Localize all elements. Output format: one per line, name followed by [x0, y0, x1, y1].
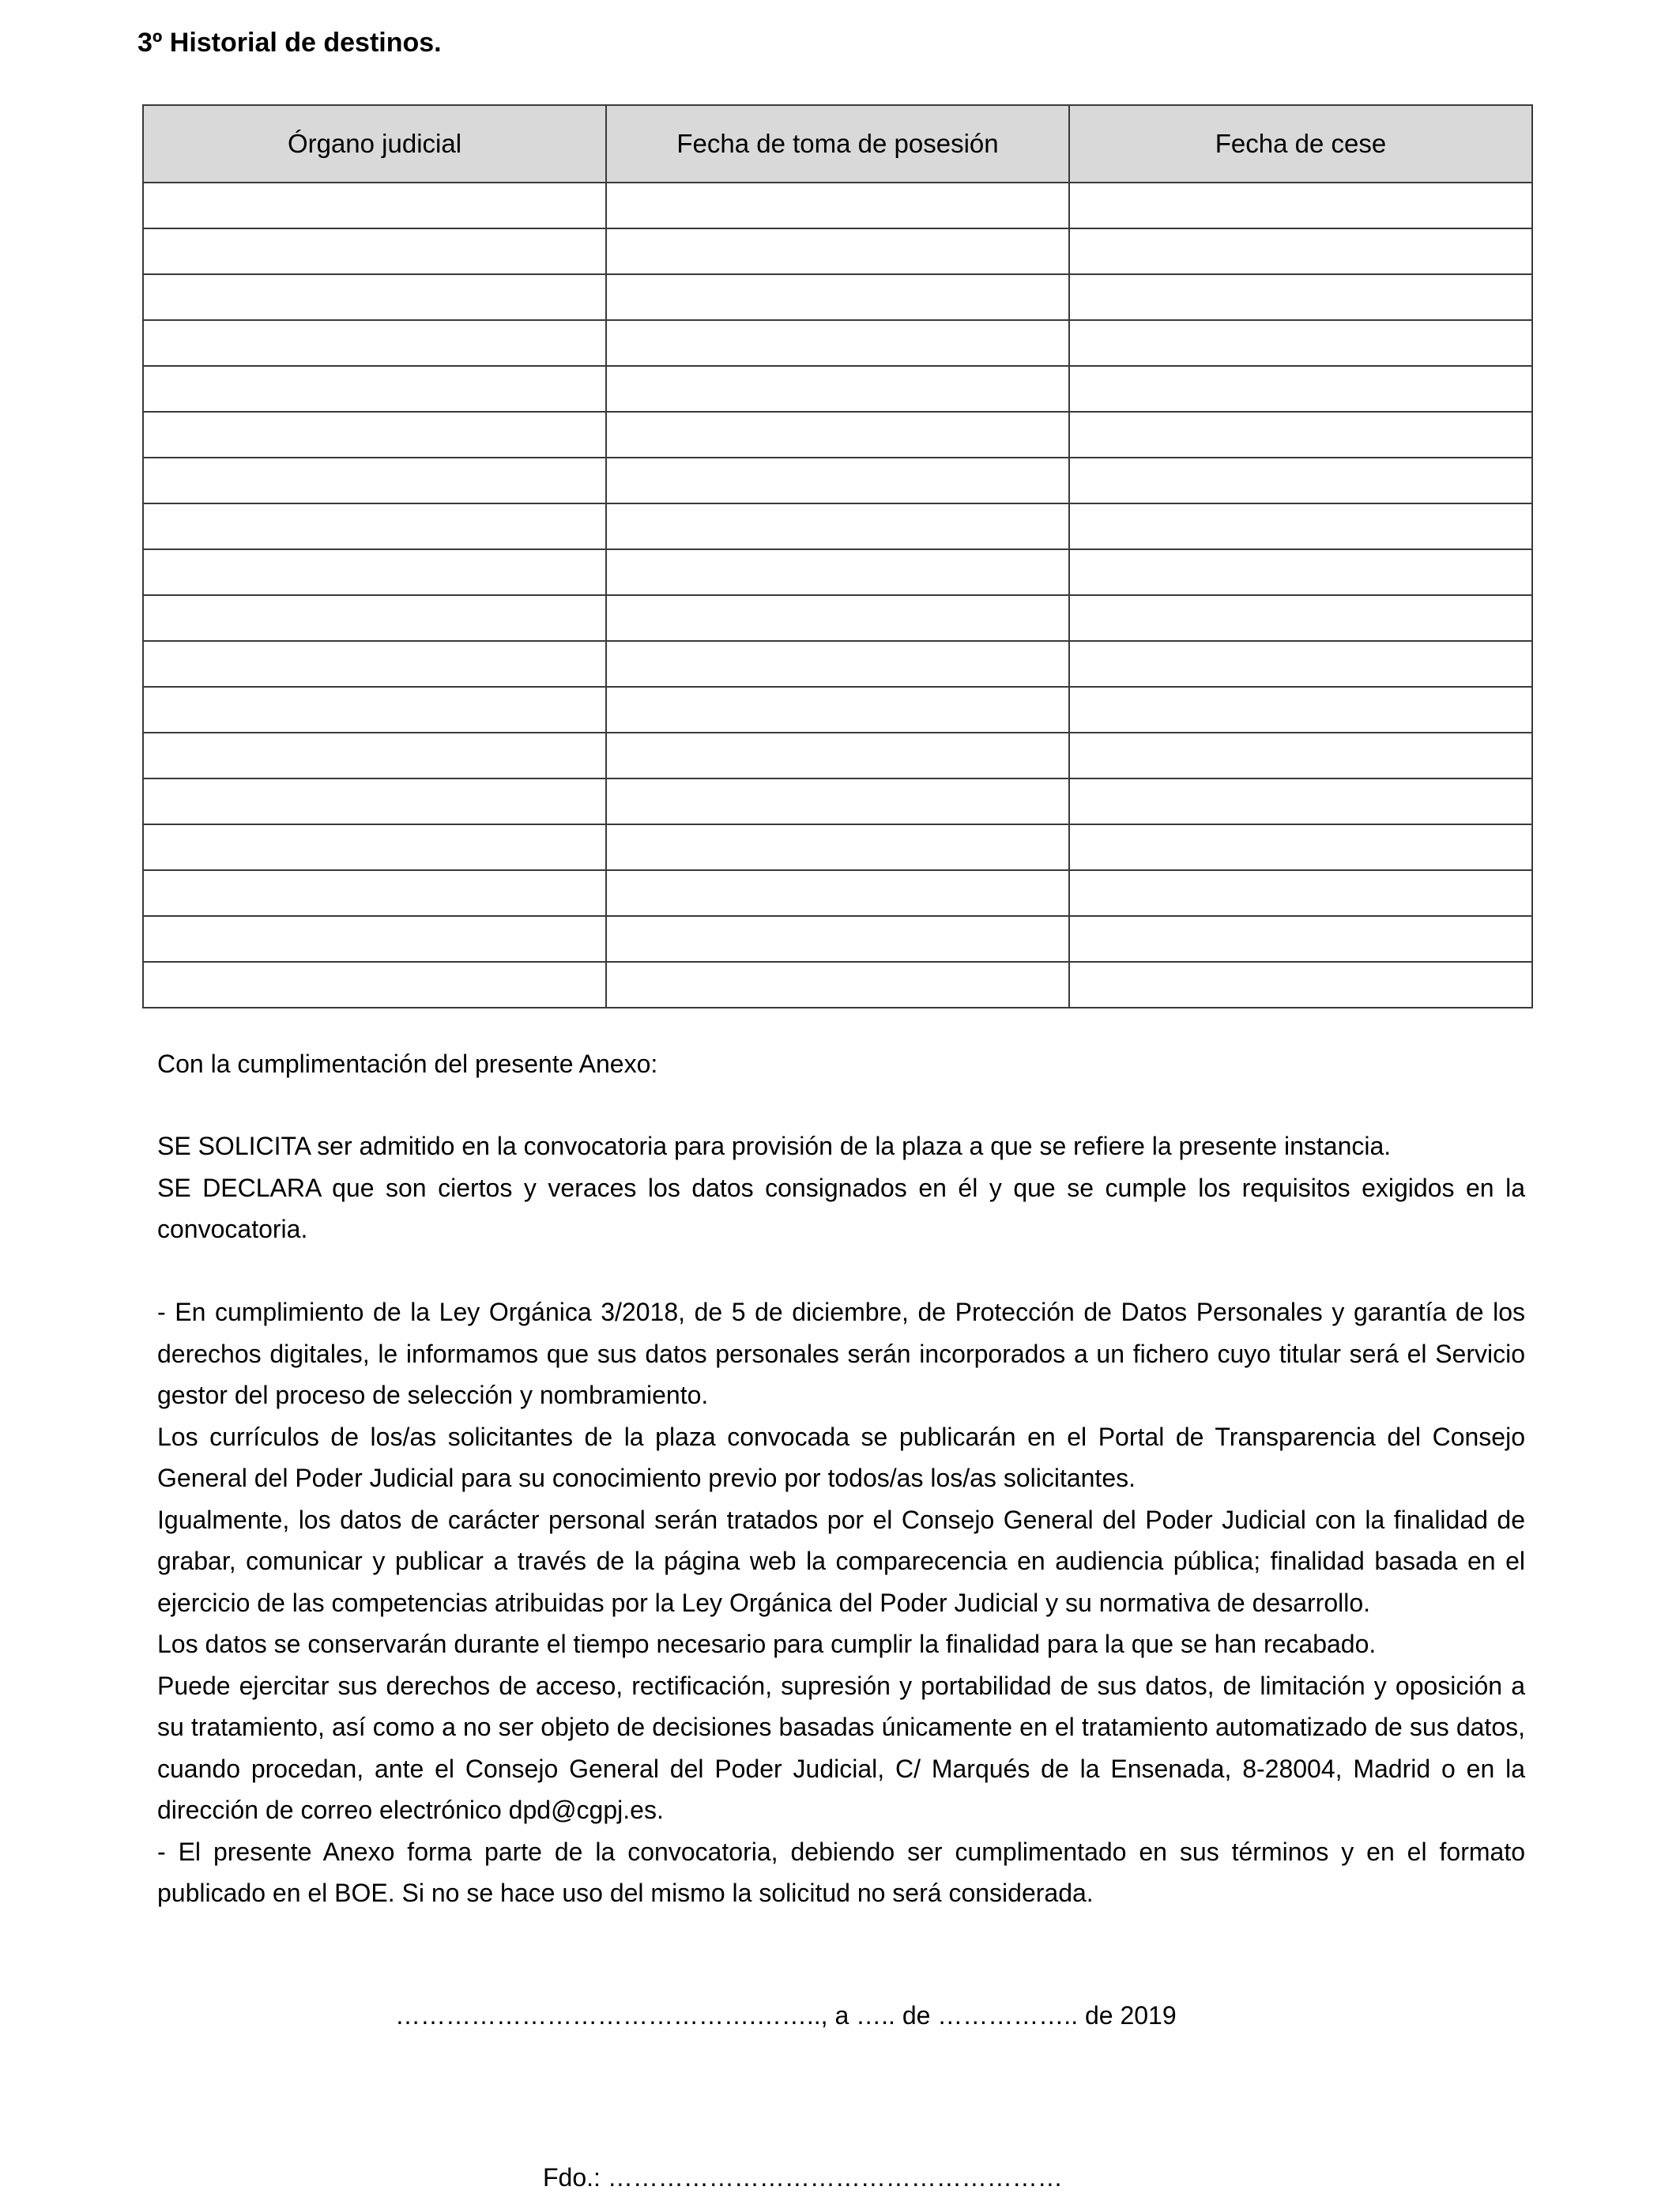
organo-judicial-cell[interactable]: [143, 366, 606, 412]
fecha-toma-posesion-cell[interactable]: [606, 778, 1069, 824]
fecha-toma-posesion-cell[interactable]: [606, 641, 1069, 687]
table-row: [143, 458, 1532, 503]
fecha-cese-cell[interactable]: [1069, 412, 1532, 458]
intro-text: Con la cumplimentación del presente Anexo:: [157, 1050, 658, 1078]
fecha-toma-posesion-cell[interactable]: [606, 549, 1069, 595]
fecha-toma-posesion-cell[interactable]: [606, 687, 1069, 733]
fecha-cese-cell[interactable]: [1069, 641, 1532, 687]
fecha-cese-cell[interactable]: [1069, 503, 1532, 549]
fecha-toma-posesion-cell[interactable]: [606, 228, 1069, 274]
table-header-row: [143, 105, 1532, 183]
table-row: [143, 687, 1532, 733]
fecha-cese-cell[interactable]: [1069, 366, 1532, 412]
organo-judicial-cell[interactable]: [143, 962, 606, 1008]
fecha-toma-posesion-cell[interactable]: [606, 824, 1069, 870]
table-row: [143, 503, 1532, 549]
organo-judicial-cell[interactable]: [143, 458, 606, 503]
table-row: [143, 733, 1532, 778]
organo-judicial-cell[interactable]: [143, 870, 606, 916]
organo-judicial-cell[interactable]: [143, 687, 606, 733]
fecha-cese-cell[interactable]: [1069, 274, 1532, 320]
transparency-paragraph: Los currículos de los/as solicitantes de la plaza convocada se publicarán en el Portal de Transparencia del Consejo General del Poder Judicial para su conocimiento previo por todos/as los/as solicitantes.: [157, 1422, 1525, 1492]
fecha-cese-cell[interactable]: [1069, 458, 1532, 503]
organo-judicial-cell[interactable]: [143, 503, 606, 549]
fecha-toma-posesion-cell[interactable]: [606, 962, 1069, 1008]
fecha-cese-cell[interactable]: [1069, 916, 1532, 962]
organo-judicial-cell[interactable]: [143, 778, 606, 824]
fecha-cese-cell[interactable]: [1069, 183, 1532, 228]
table-row: [143, 549, 1532, 595]
destinations-history-table: [142, 104, 1533, 1008]
fecha-toma-posesion-cell[interactable]: [606, 183, 1069, 228]
column-header-organo-judicial: Órgano judicial: [143, 105, 606, 183]
fecha-toma-posesion-cell[interactable]: [606, 733, 1069, 778]
fecha-cese-cell[interactable]: [1069, 595, 1532, 641]
table-row: [143, 824, 1532, 870]
table-row: [143, 183, 1532, 228]
fecha-cese-cell[interactable]: [1069, 320, 1532, 366]
column-header-fecha-toma-posesion: Fecha de toma de posesión: [606, 105, 1069, 183]
fecha-toma-posesion-cell[interactable]: [606, 916, 1069, 962]
organo-judicial-cell[interactable]: [143, 412, 606, 458]
fecha-cese-cell[interactable]: [1069, 778, 1532, 824]
fecha-toma-posesion-cell[interactable]: [606, 320, 1069, 366]
table-row: [143, 412, 1532, 458]
signature-line: Fdo.: ………………………………………………: [543, 2163, 1063, 2192]
declara-declaration: SE DECLARA que son ciertos y veraces los datos consignados en él y que se cumple los requisitos exigidos en la convocatoria.: [157, 1173, 1525, 1243]
annex-format-paragraph: - El presente Anexo forma parte de la convocatoria, debiendo ser cumplimentado en sus términos y en el formato publicado en el BOE. Si no se hace uso del mismo la solicitud no será considerada.: [157, 1837, 1525, 1907]
fecha-cese-cell[interactable]: [1069, 228, 1532, 274]
fecha-toma-posesion-cell[interactable]: [606, 274, 1069, 320]
fecha-toma-posesion-cell[interactable]: [606, 503, 1069, 549]
table-body: [143, 183, 1532, 1008]
legal-notice-block: [157, 1291, 1525, 1914]
organo-judicial-cell[interactable]: [143, 824, 606, 870]
fecha-cese-cell[interactable]: [1069, 733, 1532, 778]
data-protection-paragraph: - En cumplimiento de la Ley Orgánica 3/2018, de 5 de diciembre, de Protección de Datos Personales y garantía de los derechos digitales, le informamos que sus datos personales serán incorporados a un fichero cuyo titular será el Servicio gestor del proceso de selección y nombramiento.: [157, 1298, 1525, 1409]
column-header-fecha-cese: Fecha de cese: [1069, 105, 1532, 183]
organo-judicial-cell[interactable]: [143, 549, 606, 595]
fecha-cese-cell[interactable]: [1069, 549, 1532, 595]
table-row: [143, 962, 1532, 1008]
organo-judicial-cell[interactable]: [143, 733, 606, 778]
organo-judicial-cell[interactable]: [143, 228, 606, 274]
fecha-toma-posesion-cell[interactable]: [606, 458, 1069, 503]
declarations-block: [157, 1125, 1525, 1250]
table-row: [143, 366, 1532, 412]
organo-judicial-cell[interactable]: [143, 320, 606, 366]
place-date-line: …………………………………….…….., a ….. de …………….. de 2019: [395, 2001, 1177, 2030]
rights-paragraph: Puede ejercitar sus derechos de acceso, rectificación, supresión y portabilidad de sus datos, de limitación y oposición a su tratamiento, así como a no ser objeto de decisiones basadas únicamente en el tratamiento automatizado de sus datos, cuando procedan, ante el Consejo General del Poder Judicial, C/ Marqués de la Ensenada, 8-28004, Madrid o en la dirección de correo electrónico dpd@cgpj.es.: [157, 1671, 1525, 1824]
organo-judicial-cell[interactable]: [143, 595, 606, 641]
table-row: [143, 870, 1532, 916]
data-retention-paragraph: Los datos se conservarán durante el tiempo necesario para cumplir la finalidad para la que se han recabado.: [157, 1630, 1377, 1658]
fecha-cese-cell[interactable]: [1069, 870, 1532, 916]
table-row: [143, 778, 1532, 824]
table-row: [143, 228, 1532, 274]
table-row: [143, 595, 1532, 641]
fecha-cese-cell[interactable]: [1069, 687, 1532, 733]
table-row: [143, 320, 1532, 366]
table-row: [143, 274, 1532, 320]
organo-judicial-cell[interactable]: [143, 916, 606, 962]
fecha-toma-posesion-cell[interactable]: [606, 412, 1069, 458]
table-row: [143, 916, 1532, 962]
data-processing-paragraph: Igualmente, los datos de carácter personal serán tratados por el Consejo General del Poder Judicial con la finalidad de grabar, comunicar y publicar a través de la página web la comparecencia en audiencia pública; finalidad basada en el ejercicio de las competencias atribuidas por la Ley Orgánica del Poder Judicial y su normativa de desarrollo.: [157, 1505, 1525, 1617]
fecha-toma-posesion-cell[interactable]: [606, 870, 1069, 916]
organo-judicial-cell[interactable]: [143, 641, 606, 687]
organo-judicial-cell[interactable]: [143, 183, 606, 228]
fecha-toma-posesion-cell[interactable]: [606, 366, 1069, 412]
section-heading: 3º Historial de destinos.: [137, 28, 442, 58]
fecha-cese-cell[interactable]: [1069, 962, 1532, 1008]
organo-judicial-cell[interactable]: [143, 274, 606, 320]
solicita-declaration: SE SOLICITA ser admitido en la convocatoria para provisión de la plaza a que se refiere la presente instancia.: [157, 1132, 1392, 1160]
table-row: [143, 641, 1532, 687]
fecha-toma-posesion-cell[interactable]: [606, 595, 1069, 641]
fecha-cese-cell[interactable]: [1069, 824, 1532, 870]
